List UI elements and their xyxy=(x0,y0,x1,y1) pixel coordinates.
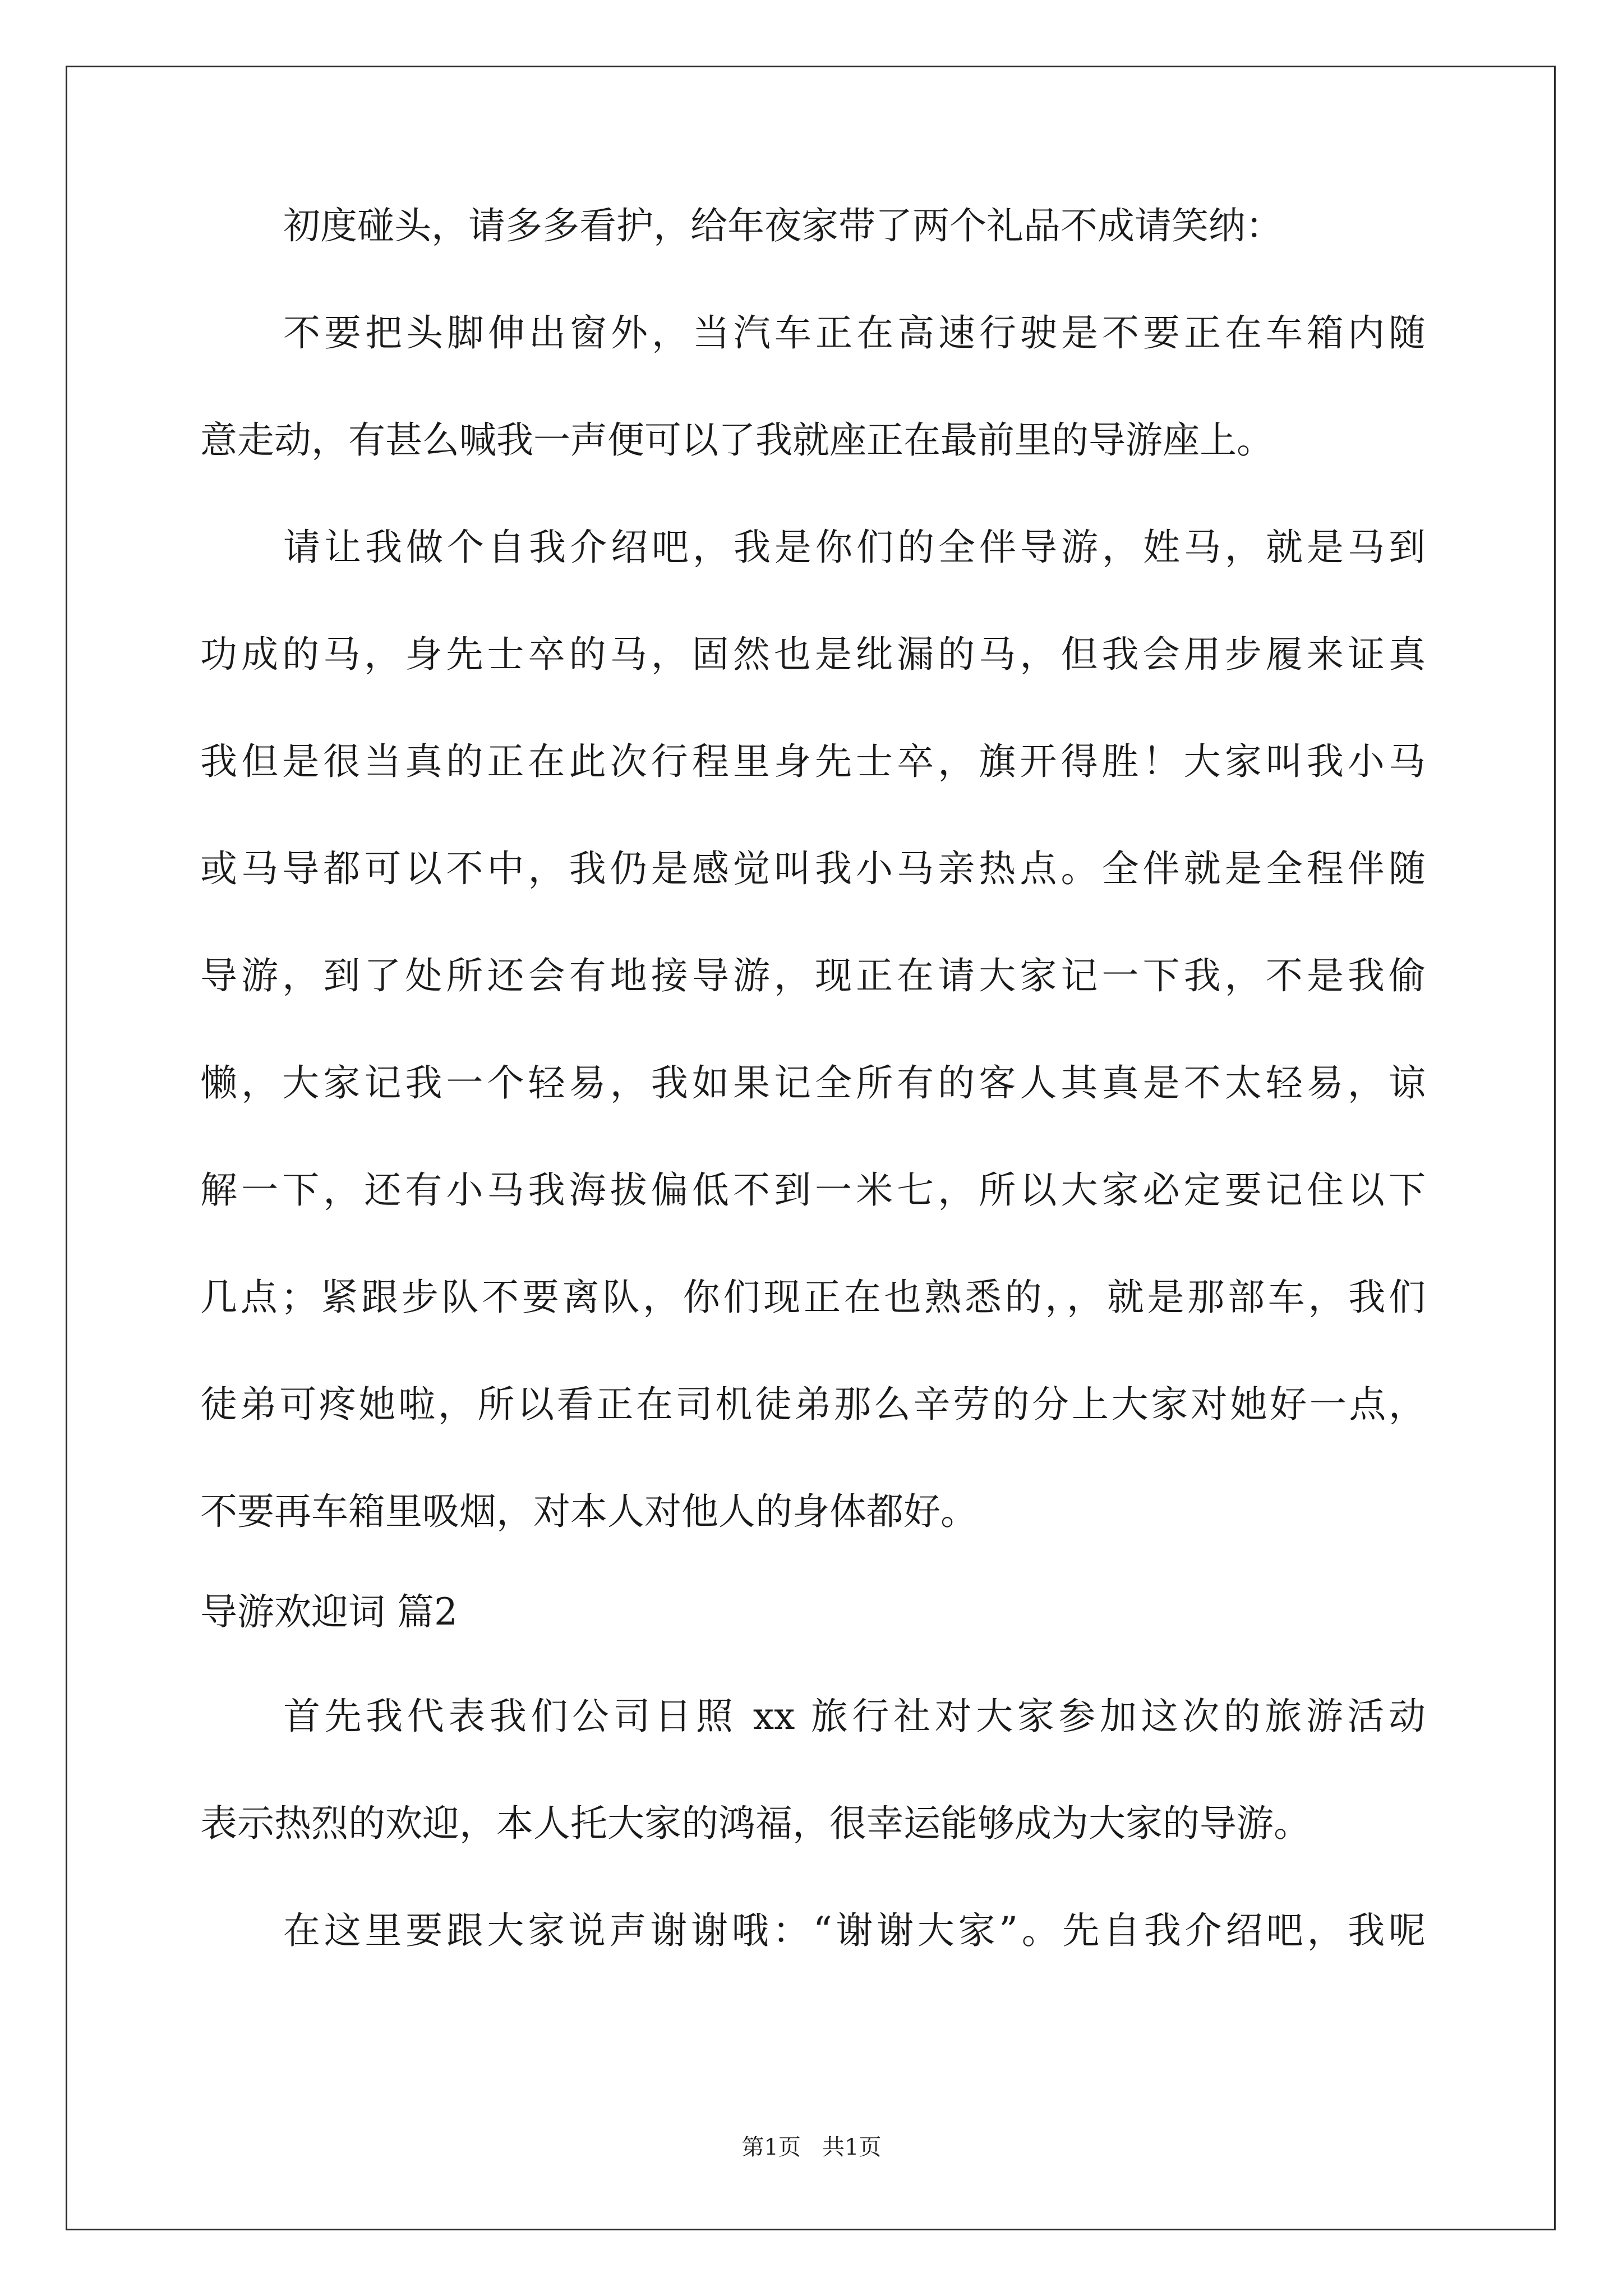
paragraph-line: 导游，到了处所还会有地接导游，现正在请大家记一下我，不是我偷 xyxy=(200,954,1426,997)
paragraph-line: 不要把头脚伸出窗外，当汽车正在高速行驶是不要正在车箱内随 xyxy=(283,311,1426,355)
paragraph-line: 徒弟可疼她啦，所以看正在司机徒弟那么辛劳的分上大家对她好一点， xyxy=(200,1383,1426,1426)
paragraph-line: 请让我做个自我介绍吧，我是你们的全伴导游，姓马，就是马到 xyxy=(283,526,1426,569)
paragraph-line: 初度碰头，请多多看护，给年夜家带了两个礼品不成请笑纳： xyxy=(283,204,1283,247)
paragraph-line: 意走动，有甚么喊我一声便可以了我就座正在最前里的导游座上。 xyxy=(200,418,1274,462)
page-border xyxy=(66,66,1556,2230)
paragraph-line: 我但是很当真的正在此次行程里身先士卒，旗开得胜！大家叫我小马 xyxy=(200,740,1426,783)
paragraph-line: 或马导都可以不中，我仍是感觉叫我小马亲热点。全伴就是全程伴随 xyxy=(200,847,1426,890)
paragraph-line: 懒，大家记我一个轻易，我如果记全所有的客人其真是不太轻易，谅 xyxy=(200,1061,1426,1105)
paragraph-line: 几点；紧跟步队不要离队，你们现正在也熟悉的，，就是那部车，我们 xyxy=(200,1276,1426,1319)
section-heading: 导游欢迎词 篇2 xyxy=(200,1590,458,1634)
paragraph-line: 功成的马，身先士卒的马，固然也是纰漏的马，但我会用步履来证真 xyxy=(200,633,1426,676)
paragraph-line: 表示热烈的欢迎，本人托大家的鸿福，很幸运能够成为大家的导游。 xyxy=(200,1802,1311,1845)
paragraph-line: 首先我代表我们公司日照 xx 旅行社对大家参加这次的旅游活动 xyxy=(283,1695,1426,1738)
page-number-footer: 第1页 共1页 xyxy=(741,2134,882,2160)
paragraph-line: 不要再车箱里吸烟，对本人对他人的身体都好。 xyxy=(200,1490,978,1533)
paragraph-line: 在这里要跟大家说声谢谢哦：“谢谢大家”。先自我介绍吧，我呢 xyxy=(283,1909,1426,1952)
paragraph-line: 解一下，还有小马我海拔偏低不到一米七，所以大家必定要记住以下 xyxy=(200,1168,1426,1212)
